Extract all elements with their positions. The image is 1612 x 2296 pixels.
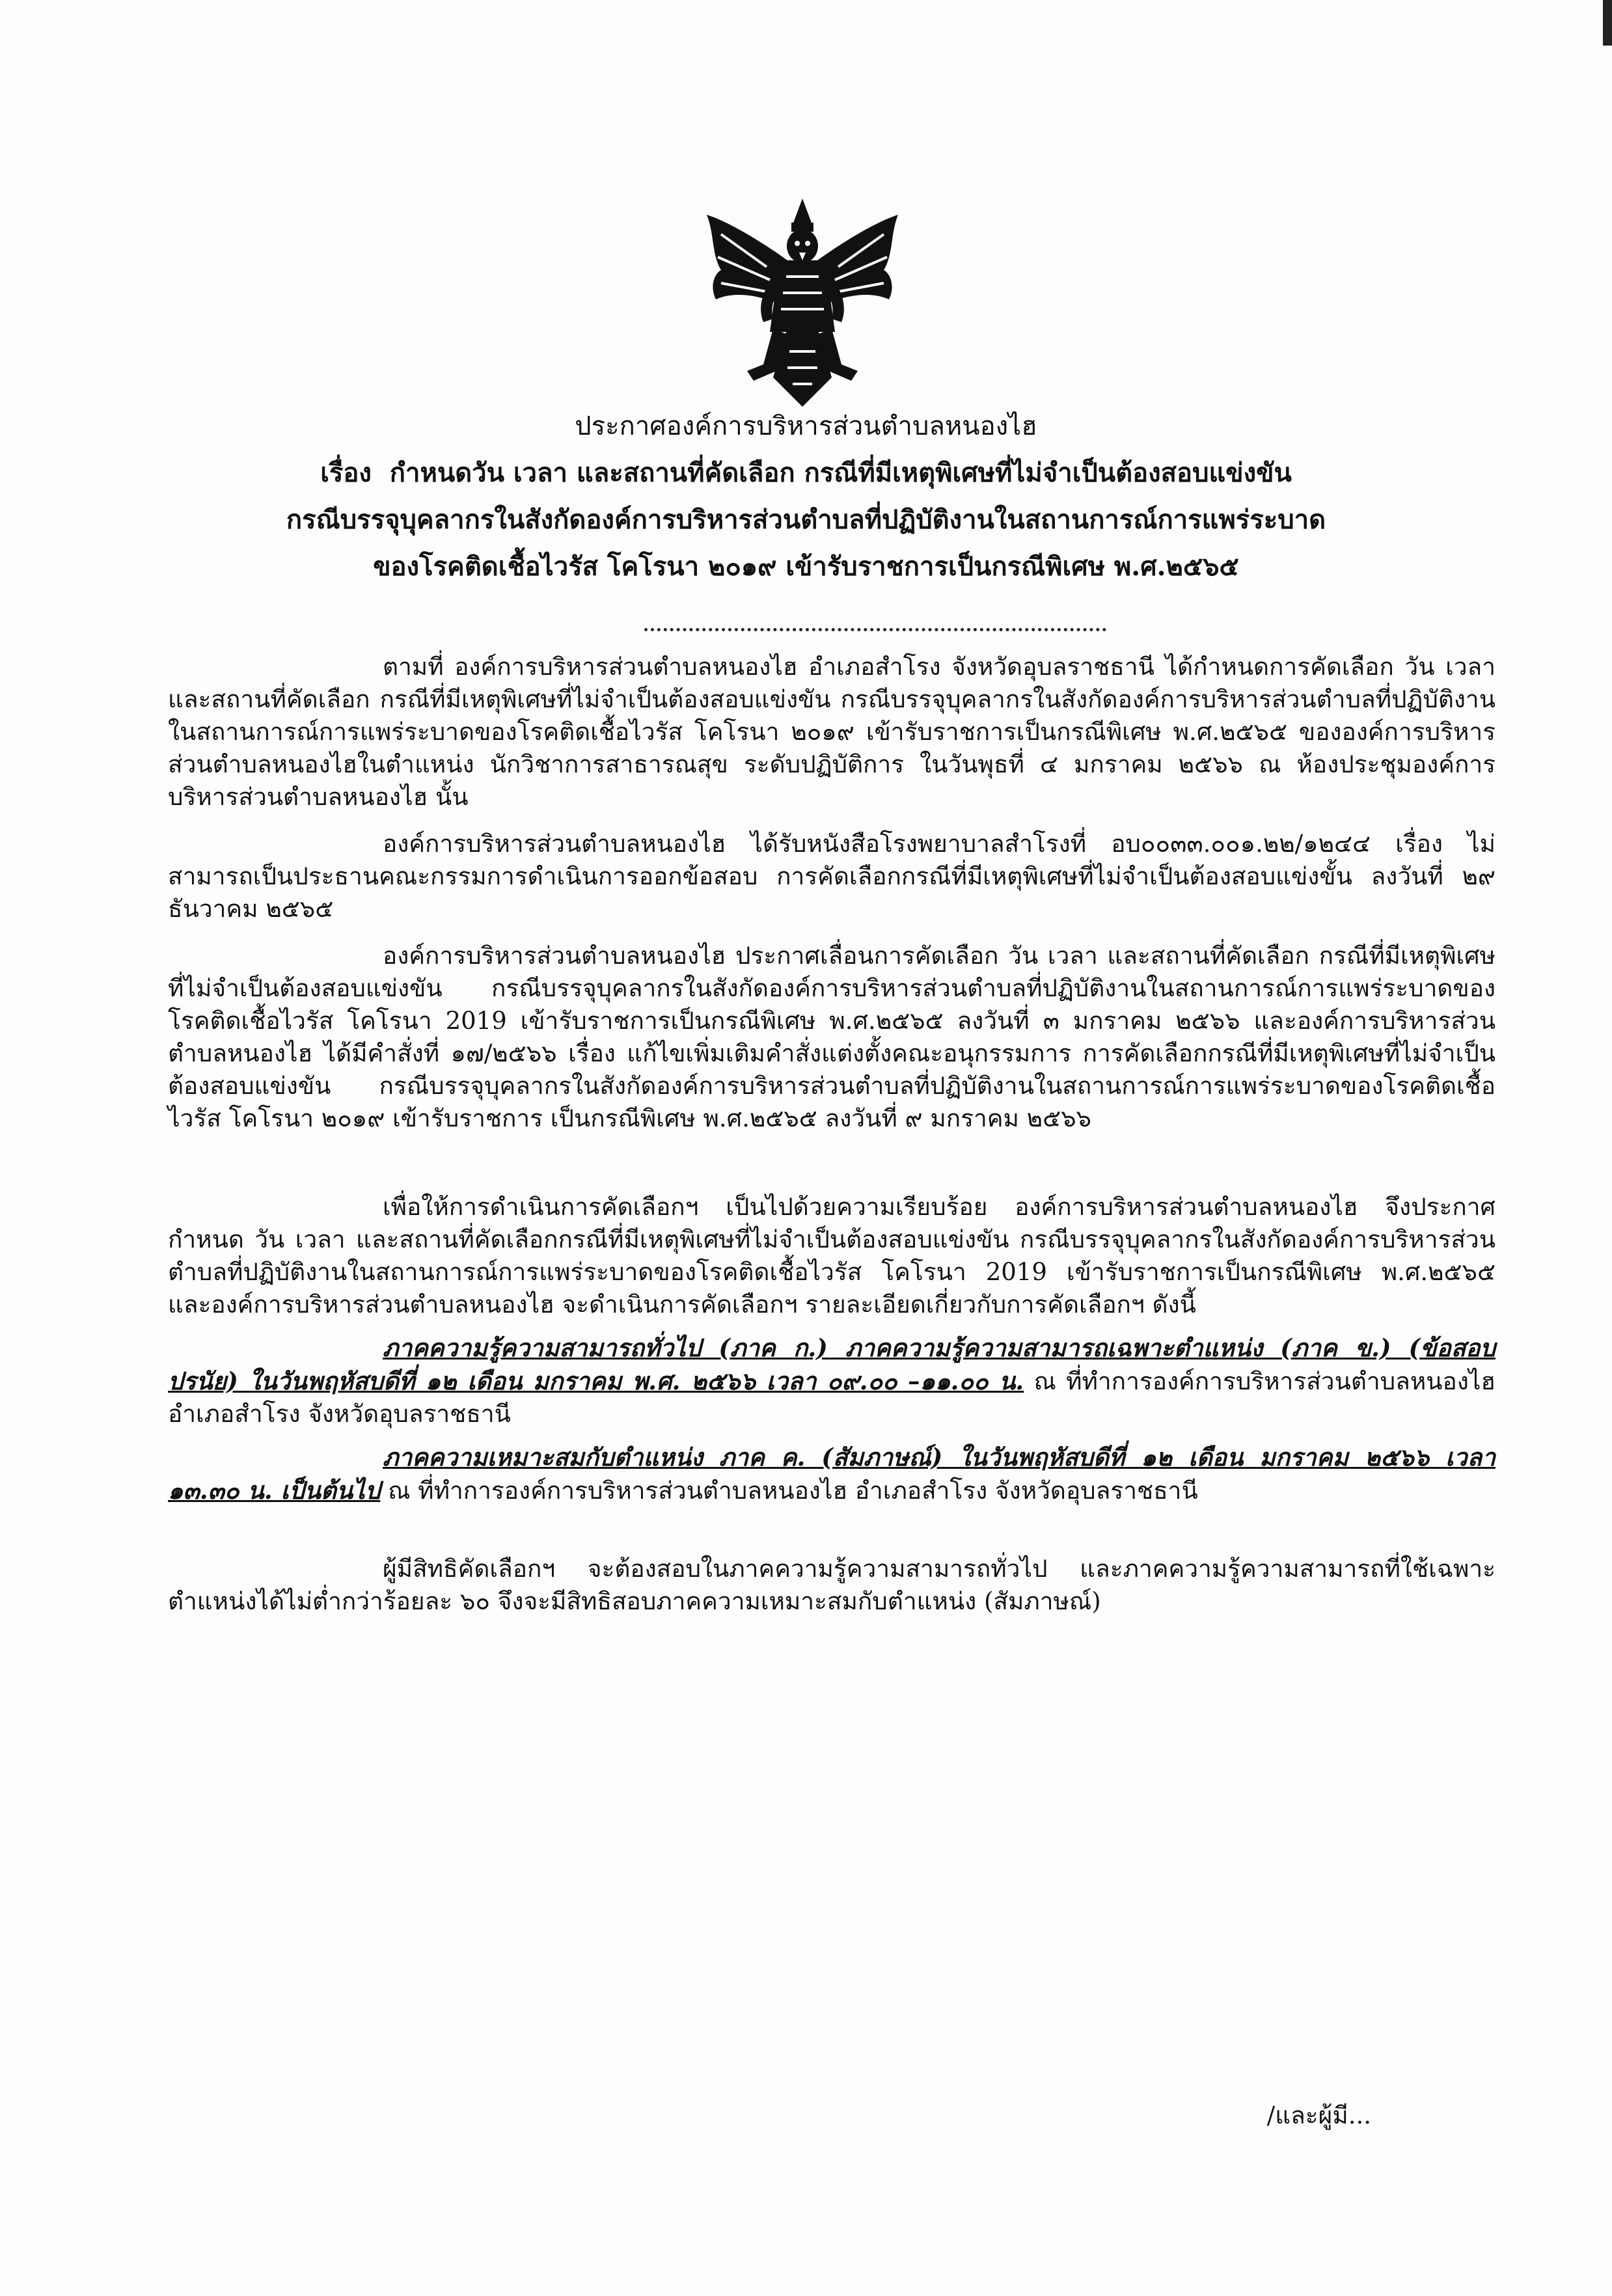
written-exam-schedule: ภาคความรู้ความสามารถทั่วไป (ภาค ก.) ภาคความรู้ความสามารถเฉพาะตำแหน่ง (ภาค ข.) (ข้อสอบปรนัย) ในวันพฤหัสบดีที่ ๑๒ เดือน มกราคม พ.ศ. ๒๕๖๖ เวลา ๐๙.๐๐ –๑๑.๐๐ น. xyxy=(168,1333,1496,1395)
subject-text-1: กำหนดวัน เวลา และสถานที่คัดเลือก กรณีที่มีเหตุพิเศษที่ไม่จำเป็นต้องสอบแข่งขัน xyxy=(389,458,1292,488)
written-exam-location: ณ ที่ทำการองค์การบริหารส่วนตำบลหนองไฮ อำเภอสำโรง จังหวัดอุบลราชธานี xyxy=(168,1367,1496,1428)
announcement-title: ประกาศองค์การบริหารส่วนตำบลหนองไฮ xyxy=(575,411,1037,441)
paragraph-1: ตามที่ องค์การบริหารส่วนตำบลหนองไฮ อำเภอสำโรง จังหวัดอุบลราชธานี ได้กำหนดการคัดเลือก วัน เวลา และสถานที่คัดเลือก กรณีที่มีเหตุพิเศษที่ไม่จำเป็นต้องสอบแข่งขัน กรณีบรรจุบุคลากรในสังกัดองค์การบริหารส่วนตำบลที่ปฏิบัติงานในสถานการณ์การแพร่ระบาดของโรคติดเชื้อไวรัส โคโรนา ๒๐๑๙ เข้ารับราชการเป็นกรณีพิเศษ พ.ศ.๒๕๖๕ ขององค์การบริหารส่วนตำบลหนองไฮในตำแหน่ง นักวิชาการสาธารณสุข ระดับปฏิบัติการ ในวันพุธที่ ๔ มกราคม ๒๕๖๖ ณ ห้องประชุมองค์การบริหารส่วนตำบลหนองไฮ นั้น xyxy=(168,653,1496,811)
paragraph-5 xyxy=(168,1332,1496,1430)
subject-line-2: กรณีบรรจุบุคลากรในสังกัดองค์การบริหารส่วนตำบลที่ปฏิบัติงานในสถานการณ์การแพร่ระบาด xyxy=(286,504,1326,535)
subject-line-3: ของโรคติดเชื้อไวรัส โคโรนา ๒๐๑๙ เข้ารับราชการเป็นกรณีพิเศษ พ.ศ.๒๕๖๕ xyxy=(373,551,1239,582)
announcement-header xyxy=(130,410,1482,597)
paragraph-3: องค์การบริหารส่วนตำบลหนองไฮ ประกาศเลื่อนการคัดเลือก วัน เวลา และสถานที่คัดเลือก กรณีที่มีเหตุพิเศษที่ไม่จำเป็นต้องสอบแข่งขัน กรณีบรรจุบุคลากรในสังกัดองค์การบริหารส่วนตำบลที่ปฏิบัติงานในสถานการณ์การแพร่ระบาดของโรคติดเชื้อไวรัส โคโรนา 2019 เข้ารับราชการเป็นกรณีพิเศษ พ.ศ.๒๕๖๕ ลงวันที่ ๓ มกราคม ๒๕๖๖ และองค์การบริหารส่วนตำบลหนองไฮ ได้มีคำสั่งที่ ๑๗/๒๕๖๖ เรื่อง แก้ไขเพิ่มเติมคำสั่งแต่งตั้งคณะอนุกรรมการ การคัดเลือกกรณีที่มีเหตุพิเศษที่ไม่จำเป็นต้องสอบแข่งขัน กรณีบรรจุบุคลากรในสังกัดองค์การบริหารส่วนตำบลที่ปฏิบัติงานในสถานการณ์การแพร่ระบาดของโรคติดเชื้อไวรัส โคโรนา ๒๐๑๙ เข้ารับราชการ เป็นกรณีพิเศษ พ.ศ.๒๕๖๕ ลงวันที่ ๙ มกราคม ๒๕๖๖ xyxy=(168,942,1496,1132)
garuda-emblem-icon xyxy=(702,195,903,410)
paragraph-2: องค์การบริหารส่วนตำบลหนองไฮ ได้รับหนังสือโรงพยาบาลสำโรงที่ อบ๐๐๓๓.๐๐๑.๒๒/๑๒๔๔ เรื่อง ไม่สามารถเป็นประธานคณะกรรมการดำเนินการออกข้อสอบ การคัดเลือกกรณีที่มีเหตุพิเศษที่ไม่จำเป็นต้องสอบแข่งขั้น ลงวันที่ ๒๙ ธันวาคม ๒๕๖๕ xyxy=(168,830,1496,923)
subject-label: เรื่อง xyxy=(320,458,372,488)
scan-edge-mark xyxy=(1603,0,1612,46)
continuation-note: /และผู้มี... xyxy=(1266,2101,1371,2129)
document-body xyxy=(168,651,1496,1618)
header-divider xyxy=(644,628,1106,631)
paragraph-4: เพื่อให้การดำเนินการคัดเลือกฯ เป็นไปด้วยความเรียบร้อย องค์การบริหารส่วนตำบลหนองไฮ จึงประกาศกำหนด วัน เวลา และสถานที่คัดเลือกกรณีที่มีเหตุพิเศษที่ไม่จำเป็นต้องสอบแข่งขัน กรณีบรรจุบุคลากรในสังกัดองค์การบริหารส่วนตำบลที่ปฏิบัติงานในสถานการณ์การแพร่ระบาดของโรคติดเชื้อไวรัส โคโรนา 2019 เข้ารับราชการเป็นกรณีพิเศษ พ.ศ.๒๕๖๕ และองค์การบริหารส่วนตำบลหนองไฮ จะดำเนินการคัดเลือกฯ รายละเอียดเกี่ยวกับการคัดเลือกฯ ดังนี้ xyxy=(168,1193,1496,1319)
paragraph-6 xyxy=(168,1441,1496,1507)
subject-line-1 xyxy=(130,457,1482,504)
interview-schedule: ภาคความเหมาะสมกับตำแหน่ง ภาค ค. (สัมภาษณ์) ในวันพฤหัสบดีที่ ๑๒ เดือน มกราคม ๒๕๖๖ เวลา ๑๓.๓๐ น. เป็นต้นไป xyxy=(168,1443,1496,1505)
paragraph-7: ผู้มีสิทธิคัดเลือกฯ จะต้องสอบในภาคความรู้ความสามารถทั่วไป และภาคความรู้ความสามารถที่ใช้เฉพาะตำแหน่งได้ไม่ต่ำกว่าร้อยละ ๖๐ จึงจะมีสิทธิสอบภาคความเหมาะสมกับตำแหน่ง (สัมภาษณ์) xyxy=(168,1555,1496,1615)
interview-location: ณ ที่ทำการองค์การบริหารส่วนตำบลหนองไฮ อำเภอสำโรง จังหวัดอุบลราชธานี xyxy=(380,1477,1198,1505)
